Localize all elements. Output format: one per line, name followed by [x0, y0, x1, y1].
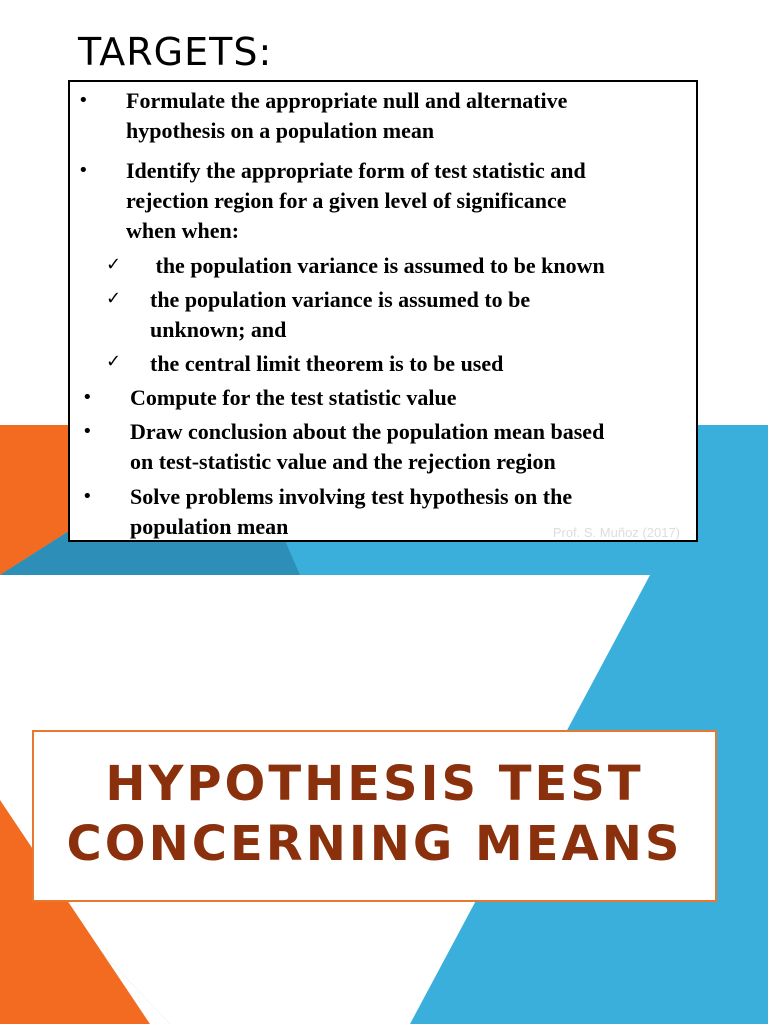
bullet-marker: • — [82, 486, 93, 507]
target-item-draw-conclusion: Draw conclusion about the population mean based on test-statistic value and the rejection region — [130, 419, 605, 474]
bullet-marker: • — [78, 90, 89, 111]
bullet-marker: • — [82, 421, 93, 442]
target-subitem-variance-unknown: the population variance is assumed to be unknown; and — [150, 287, 531, 342]
targets-box — [68, 80, 698, 542]
title-line-1: HYPOTHESIS TEST — [105, 756, 644, 812]
target-item-compute-statistic: Compute for the test statistic value — [130, 385, 457, 410]
title-line-2: CONCERNING MEANS — [66, 816, 683, 872]
bullet-marker: • — [78, 160, 89, 181]
target-subitem-central-limit-theorem: the central limit theorem is to be used — [150, 351, 504, 376]
bullet-marker: • — [82, 387, 93, 408]
watermark-credit: Prof. S. Muñoz (2017) — [552, 525, 680, 540]
target-item-solve-problems: Solve problems involving test hypothesis on the population mean — [130, 484, 573, 539]
target-subitem-variance-known: the population variance is assumed to be known — [150, 253, 605, 278]
target-item-formulate-hypothesis: Formulate the appropriate null and alternative hypothesis on a population mean — [126, 88, 568, 143]
target-item-identify-test-statistic: Identify the appropriate form of test statistic and rejection region for a given level of significance when when: — [126, 158, 586, 243]
check-icon: ✓ — [106, 254, 122, 275]
targets-heading: TARGETS: — [78, 30, 273, 74]
check-icon: ✓ — [106, 288, 122, 309]
check-icon: ✓ — [106, 351, 122, 372]
title-box — [32, 730, 717, 902]
